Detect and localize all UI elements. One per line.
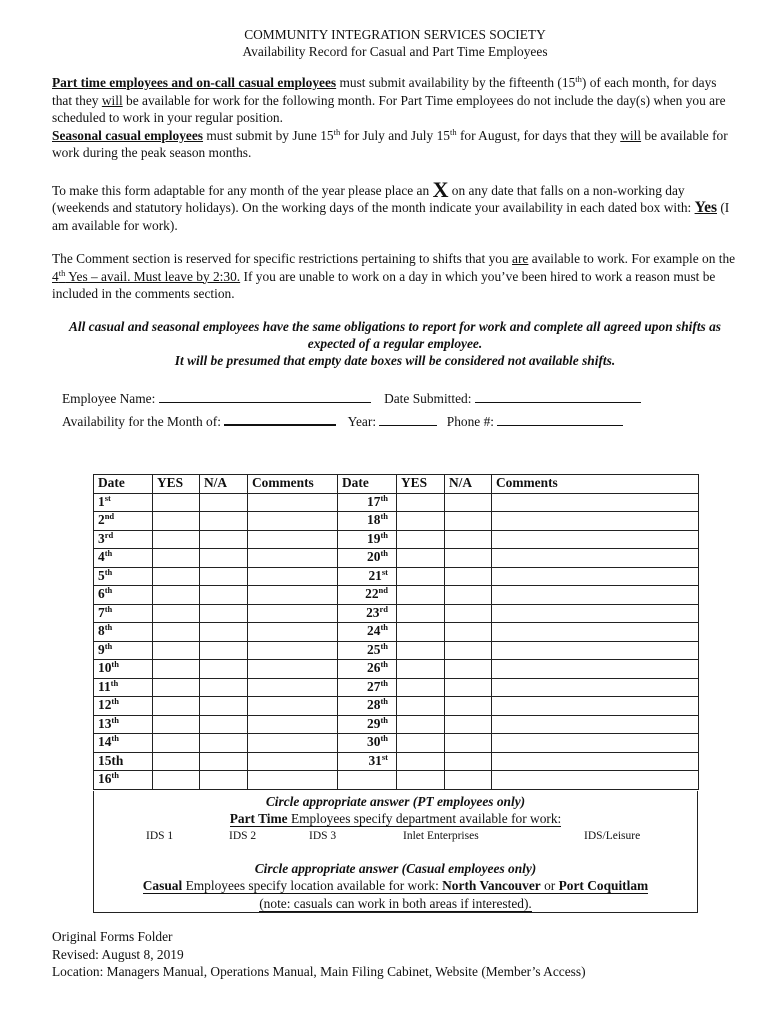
option-north-vancouver[interactable]: North Vancouver bbox=[442, 878, 541, 893]
date-cell bbox=[338, 715, 397, 734]
date-number: 10 bbox=[98, 660, 112, 675]
option-port-coquitlam[interactable]: Port Coquitlam bbox=[558, 878, 649, 893]
na-cell[interactable] bbox=[200, 493, 248, 512]
text: available to work. For example on the bbox=[528, 251, 736, 266]
text-or: or bbox=[540, 878, 559, 893]
date-number: 14 bbox=[98, 734, 112, 749]
yes-cell[interactable] bbox=[153, 678, 200, 697]
date-suffix: rd bbox=[379, 603, 388, 614]
date-suffix: st bbox=[104, 492, 111, 503]
text: To make this form adaptable for any month of the year please place an bbox=[52, 182, 433, 198]
na-cell[interactable] bbox=[200, 549, 248, 568]
text-will: will bbox=[101, 92, 123, 108]
yes-cell[interactable] bbox=[153, 493, 200, 512]
employee-name-field[interactable] bbox=[159, 388, 371, 403]
date-suffix: nd bbox=[104, 511, 115, 521]
month-field[interactable] bbox=[224, 410, 336, 426]
comments-cell[interactable] bbox=[492, 567, 699, 586]
comments-cell[interactable] bbox=[492, 715, 699, 734]
comments-cell[interactable] bbox=[492, 623, 699, 642]
date-suffix: th bbox=[380, 548, 388, 558]
date-suffix: th bbox=[380, 659, 388, 669]
date-submitted-field[interactable] bbox=[475, 388, 641, 403]
na-cell[interactable] bbox=[200, 567, 248, 586]
department-location-box bbox=[93, 791, 698, 913]
date-cell bbox=[338, 641, 397, 660]
yes-cell[interactable] bbox=[397, 512, 445, 531]
na-cell[interactable] bbox=[200, 697, 248, 716]
date-number: 22 bbox=[365, 586, 379, 601]
text: must submit availability by the fifteenth (15 bbox=[336, 75, 576, 90]
date-suffix: th bbox=[380, 714, 388, 725]
yes-cell[interactable] bbox=[153, 752, 200, 771]
yes-cell[interactable] bbox=[153, 771, 200, 790]
obligations-notice bbox=[52, 318, 738, 369]
date-suffix: th bbox=[380, 529, 388, 540]
yes-cell[interactable] bbox=[153, 660, 200, 679]
text: ) of each month, for days that they bbox=[52, 75, 717, 108]
date-cell bbox=[338, 752, 397, 771]
yes-cell[interactable] bbox=[153, 530, 200, 549]
date-suffix: th bbox=[380, 622, 388, 632]
comments-cell[interactable] bbox=[492, 641, 699, 660]
date-cell bbox=[338, 530, 397, 549]
comments-cell[interactable] bbox=[492, 771, 699, 790]
date-number: 24 bbox=[367, 623, 381, 638]
na-cell[interactable] bbox=[445, 734, 492, 753]
date-cell bbox=[338, 771, 397, 790]
yes-cell[interactable] bbox=[153, 549, 200, 568]
na-cell[interactable] bbox=[445, 641, 492, 660]
document-page bbox=[52, 26, 738, 433]
text: (I am available for work). bbox=[52, 200, 730, 233]
date-cell bbox=[338, 549, 397, 568]
date-suffix: th bbox=[380, 640, 388, 651]
date-cell bbox=[338, 586, 397, 605]
date-cell bbox=[94, 697, 153, 716]
availability-table bbox=[93, 474, 699, 790]
casual-circle-title: Circle appropriate answer (Casual employees only) bbox=[254, 860, 537, 876]
date-suffix: nd bbox=[378, 585, 388, 595]
table-row bbox=[94, 512, 699, 531]
casual-note-text: (note: casuals can work in both areas if interested). bbox=[259, 895, 532, 911]
date-suffix: th bbox=[104, 548, 113, 558]
date-suffix: th bbox=[380, 492, 388, 503]
footer-revised: Revised: August 8, 2019 bbox=[52, 946, 184, 962]
yes-cell[interactable] bbox=[397, 752, 445, 771]
na-cell[interactable] bbox=[445, 715, 492, 734]
header-date: Date bbox=[338, 475, 397, 494]
table-row bbox=[94, 715, 699, 734]
month-label: Availability for the Month of: bbox=[62, 413, 221, 429]
date-cell bbox=[94, 660, 153, 679]
date-suffix: th bbox=[104, 603, 113, 614]
year-field[interactable] bbox=[379, 411, 437, 426]
comments-cell[interactable] bbox=[248, 549, 338, 568]
casual-rest: Employees specify location available for work: bbox=[182, 878, 443, 893]
date-number: 6 bbox=[98, 586, 105, 601]
option-ids-1[interactable]: IDS 1 bbox=[146, 829, 174, 842]
comments-cell[interactable] bbox=[492, 586, 699, 605]
comments-cell[interactable] bbox=[248, 493, 338, 512]
text: be available for work during the peak season months. bbox=[52, 127, 728, 160]
date-number: 13 bbox=[98, 715, 112, 731]
na-cell[interactable] bbox=[200, 678, 248, 697]
date-number: 4 bbox=[98, 549, 105, 564]
na-cell[interactable] bbox=[445, 512, 492, 531]
comments-cell[interactable] bbox=[492, 549, 699, 568]
na-cell[interactable] bbox=[200, 530, 248, 549]
date-number: 31 bbox=[368, 752, 382, 768]
date-number: 25 bbox=[367, 641, 381, 657]
header-comments: Comments bbox=[492, 475, 699, 494]
document-header bbox=[52, 26, 738, 60]
footer-location: Location: Managers Manual, Operations Manual, Main Filing Cabinet, Website (Member’s Access) bbox=[52, 964, 586, 979]
table-row bbox=[94, 604, 699, 623]
date-cell bbox=[338, 493, 397, 512]
date-cell bbox=[94, 512, 153, 531]
comments-cell[interactable] bbox=[248, 771, 338, 790]
na-cell[interactable] bbox=[445, 771, 492, 790]
na-cell[interactable] bbox=[200, 512, 248, 531]
date-suffix: th bbox=[380, 733, 388, 743]
yes-cell[interactable] bbox=[397, 678, 445, 697]
date-cell bbox=[338, 567, 397, 586]
date-suffix: th bbox=[380, 511, 388, 521]
yes-cell[interactable] bbox=[397, 493, 445, 512]
table-row bbox=[94, 586, 699, 605]
na-cell[interactable] bbox=[200, 604, 248, 623]
date-number: 17 bbox=[367, 493, 381, 509]
date-cell bbox=[338, 734, 397, 753]
superscript: th bbox=[58, 267, 66, 278]
na-cell[interactable] bbox=[200, 734, 248, 753]
date-suffix: th bbox=[104, 622, 113, 632]
yes-cell[interactable] bbox=[153, 715, 200, 734]
date-suffix: th bbox=[111, 733, 119, 743]
na-cell[interactable] bbox=[445, 604, 492, 623]
date-number: 19 bbox=[367, 530, 381, 546]
instructions-paragraph-1 bbox=[52, 74, 738, 162]
date-number: 26 bbox=[367, 660, 381, 675]
instructions-paragraph-3 bbox=[52, 250, 738, 303]
na-cell[interactable] bbox=[445, 530, 492, 549]
header-na: N/A bbox=[445, 475, 492, 494]
yes-cell[interactable] bbox=[397, 549, 445, 568]
date-suffix: th bbox=[104, 566, 113, 577]
date-suffix: st bbox=[381, 566, 388, 577]
comments-cell[interactable] bbox=[492, 697, 699, 716]
date-number: 3 bbox=[98, 530, 105, 546]
pt-department-options bbox=[94, 827, 697, 845]
text: for July and July 15 bbox=[340, 127, 450, 143]
date-number: 29 bbox=[367, 715, 381, 731]
na-cell[interactable] bbox=[200, 771, 248, 790]
comments-cell[interactable] bbox=[248, 530, 338, 549]
date-suffix: st bbox=[381, 751, 388, 762]
yes-cell[interactable] bbox=[397, 641, 445, 660]
header-yes: YES bbox=[153, 475, 200, 494]
option-inlet-enterprises[interactable]: Inlet Enterprises bbox=[403, 829, 479, 842]
na-cell[interactable] bbox=[200, 660, 248, 679]
date-suffix: th bbox=[104, 640, 113, 651]
yes-cell[interactable] bbox=[153, 623, 200, 642]
na-cell[interactable] bbox=[445, 678, 492, 697]
na-cell[interactable] bbox=[200, 641, 248, 660]
pt-circle-title: Circle appropriate answer (PT employees only) bbox=[265, 794, 526, 809]
yes-cell[interactable] bbox=[153, 604, 200, 623]
comments-cell[interactable] bbox=[492, 752, 699, 771]
date-cell bbox=[94, 734, 153, 753]
phone-field[interactable] bbox=[497, 411, 623, 426]
yes-cell[interactable] bbox=[397, 567, 445, 586]
comments-cell[interactable] bbox=[492, 512, 699, 531]
yes-cell[interactable] bbox=[153, 697, 200, 716]
date-cell bbox=[94, 771, 153, 790]
casual-location-line bbox=[94, 877, 697, 895]
text: 4 bbox=[52, 268, 59, 284]
comments-cell[interactable] bbox=[248, 715, 338, 734]
superscript: th bbox=[575, 74, 582, 84]
date-number: 7 bbox=[98, 604, 105, 620]
text: for August, for days that they bbox=[456, 127, 621, 143]
comments-cell[interactable] bbox=[492, 660, 699, 679]
yes-cell[interactable] bbox=[397, 530, 445, 549]
date-cell bbox=[338, 678, 397, 697]
date-cell bbox=[94, 678, 153, 697]
comments-cell[interactable] bbox=[248, 734, 338, 753]
form-subtitle: Availability Record for Casual and Part Time Employees bbox=[242, 44, 548, 59]
date-number: 8 bbox=[98, 623, 105, 638]
casual-lead: Casual bbox=[142, 878, 183, 893]
comments-cell[interactable] bbox=[248, 512, 338, 531]
text-are: are bbox=[512, 251, 529, 266]
na-cell[interactable] bbox=[445, 493, 492, 512]
na-cell[interactable] bbox=[200, 715, 248, 734]
table-row bbox=[94, 641, 699, 660]
date-cell bbox=[338, 512, 397, 531]
yes-cell[interactable] bbox=[397, 586, 445, 605]
na-cell[interactable] bbox=[445, 752, 492, 771]
text: be available for work for the following month. For Part Time employees do not include the day(s) when you are scheduled to work in your regular position. bbox=[52, 92, 726, 125]
comments-cell[interactable] bbox=[492, 604, 699, 623]
yes-cell[interactable] bbox=[153, 586, 200, 605]
text-will: will bbox=[620, 127, 642, 143]
document-footer bbox=[52, 928, 586, 981]
table-header-row bbox=[94, 475, 699, 494]
date-number: 23 bbox=[366, 604, 380, 620]
pt-casual-lead: Part time employees and on-call casual employees bbox=[52, 75, 337, 90]
na-cell[interactable] bbox=[445, 697, 492, 716]
date-number: 11 bbox=[98, 678, 111, 694]
yes-cell[interactable] bbox=[397, 604, 445, 623]
x-mark: X bbox=[432, 176, 449, 202]
date-number: 12 bbox=[98, 697, 112, 712]
text: Yes – avail. Must leave by 2:30. bbox=[65, 268, 241, 284]
table-row bbox=[94, 493, 699, 512]
yes-cell[interactable] bbox=[397, 623, 445, 642]
comments-cell[interactable] bbox=[248, 641, 338, 660]
instructions-paragraph-2 bbox=[52, 176, 738, 235]
date-cell bbox=[338, 604, 397, 623]
year-label: Year: bbox=[347, 413, 377, 429]
option-ids-2[interactable]: IDS 2 bbox=[229, 829, 257, 842]
comments-cell[interactable] bbox=[248, 678, 338, 697]
text: on any date that falls on a non-working day (weekends and statutory holidays). On the working days of the month indicate your availability in each dated box with: bbox=[52, 182, 695, 215]
date-number: 21 bbox=[368, 567, 382, 583]
table-row bbox=[94, 623, 699, 642]
pt-department-line bbox=[94, 811, 697, 827]
text: must submit by June 15 bbox=[203, 127, 334, 143]
text: The Comment section is reserved for specific restrictions pertaining to shifts that you bbox=[52, 251, 513, 266]
table-row bbox=[94, 549, 699, 568]
date-cell bbox=[94, 641, 153, 660]
table-row bbox=[94, 752, 699, 771]
comments-cell[interactable] bbox=[248, 660, 338, 679]
na-cell[interactable] bbox=[445, 567, 492, 586]
date-cell bbox=[94, 752, 153, 771]
table-row bbox=[94, 530, 699, 549]
date-number: 28 bbox=[367, 697, 381, 712]
comment-example bbox=[52, 269, 240, 284]
table-row bbox=[94, 697, 699, 716]
date-number: 5 bbox=[98, 567, 105, 583]
table-row bbox=[94, 660, 699, 679]
na-cell[interactable] bbox=[445, 549, 492, 568]
comments-cell[interactable] bbox=[248, 623, 338, 642]
date-number: 2 bbox=[98, 512, 105, 527]
table-row bbox=[94, 567, 699, 586]
date-suffix: th bbox=[111, 696, 119, 706]
comments-cell[interactable] bbox=[492, 530, 699, 549]
notice-line-1: All casual and seasonal employees have the same obligations to report for work and complete all agreed upon shifts as expected of a regular employee. bbox=[68, 318, 722, 351]
yes-cell[interactable] bbox=[153, 512, 200, 531]
superscript: th bbox=[333, 126, 341, 137]
yes-cell[interactable] bbox=[397, 697, 445, 716]
table-row bbox=[94, 678, 699, 697]
comments-cell[interactable] bbox=[248, 604, 338, 623]
yes-cell[interactable] bbox=[153, 734, 200, 753]
date-number: 1 bbox=[98, 493, 105, 509]
pt-rest: Employees specify department available for work: bbox=[287, 810, 562, 826]
comments-cell[interactable] bbox=[492, 678, 699, 697]
date-number: 16 bbox=[98, 771, 112, 786]
na-cell[interactable] bbox=[200, 586, 248, 605]
text: If you are unable to work on a day in which you’ve been hired to work a reason must be included in the comments section. bbox=[52, 268, 716, 301]
comments-cell[interactable] bbox=[248, 586, 338, 605]
na-cell[interactable] bbox=[445, 623, 492, 642]
date-suffix: th bbox=[380, 696, 388, 706]
notice-line-2: It will be presumed that empty date boxes will be considered not available shifts. bbox=[174, 352, 616, 368]
date-suffix: rd bbox=[104, 529, 114, 540]
yes-mark: Yes bbox=[694, 199, 717, 216]
comments-cell[interactable] bbox=[248, 697, 338, 716]
superscript: th bbox=[449, 126, 457, 137]
seasonal-lead: Seasonal casual employees bbox=[52, 127, 204, 143]
comments-cell[interactable] bbox=[492, 493, 699, 512]
yes-cell[interactable] bbox=[397, 660, 445, 679]
pt-lead: Part Time bbox=[229, 810, 288, 826]
date-cell bbox=[94, 586, 153, 605]
org-name: COMMUNITY INTEGRATION SERVICES SOCIETY bbox=[244, 27, 546, 42]
date-cell bbox=[338, 660, 397, 679]
date-suffix: th bbox=[104, 585, 113, 595]
employee-name-label: Employee Name: bbox=[62, 390, 156, 406]
header-yes: YES bbox=[397, 475, 445, 494]
yes-cell[interactable] bbox=[153, 641, 200, 660]
date-cell bbox=[94, 493, 153, 512]
date-cell bbox=[338, 623, 397, 642]
date-number: 15th bbox=[98, 752, 124, 768]
header-na: N/A bbox=[200, 475, 248, 494]
phone-label: Phone #: bbox=[446, 413, 495, 429]
date-number: 30 bbox=[367, 734, 381, 749]
na-cell[interactable] bbox=[200, 623, 248, 642]
date-suffix: th bbox=[111, 714, 119, 725]
footer-folder: Original Forms Folder bbox=[52, 929, 173, 944]
header-date: Date bbox=[94, 475, 153, 494]
yes-cell[interactable] bbox=[153, 567, 200, 586]
table-row bbox=[94, 734, 699, 753]
date-suffix: th bbox=[380, 677, 388, 688]
date-cell bbox=[94, 715, 153, 734]
date-cell bbox=[94, 604, 153, 623]
option-ids-3[interactable]: IDS 3 bbox=[309, 829, 337, 842]
date-cell bbox=[94, 530, 153, 549]
yes-cell[interactable] bbox=[397, 771, 445, 790]
date-number: 18 bbox=[367, 512, 381, 527]
na-cell[interactable] bbox=[445, 660, 492, 679]
header-comments: Comments bbox=[248, 475, 338, 494]
date-number: 20 bbox=[367, 549, 381, 564]
employee-fields bbox=[62, 388, 738, 433]
table-row bbox=[94, 771, 699, 790]
na-cell[interactable] bbox=[445, 586, 492, 605]
na-cell[interactable] bbox=[200, 752, 248, 771]
date-cell bbox=[338, 697, 397, 716]
date-number: 27 bbox=[367, 678, 381, 694]
option-ids-leisure[interactable]: IDS/Leisure bbox=[584, 829, 641, 842]
date-number: 9 bbox=[98, 641, 105, 657]
date-suffix: th bbox=[110, 677, 119, 688]
yes-cell[interactable] bbox=[397, 715, 445, 734]
yes-cell[interactable] bbox=[397, 734, 445, 753]
date-suffix: th bbox=[111, 770, 119, 780]
date-cell bbox=[94, 623, 153, 642]
date-submitted-label: Date Submitted: bbox=[384, 390, 472, 406]
date-cell bbox=[94, 549, 153, 568]
date-suffix: th bbox=[111, 659, 119, 669]
comments-cell[interactable] bbox=[492, 734, 699, 753]
comments-cell[interactable] bbox=[248, 567, 338, 586]
casual-note bbox=[94, 895, 697, 913]
date-cell bbox=[94, 567, 153, 586]
comments-cell[interactable] bbox=[248, 752, 338, 771]
